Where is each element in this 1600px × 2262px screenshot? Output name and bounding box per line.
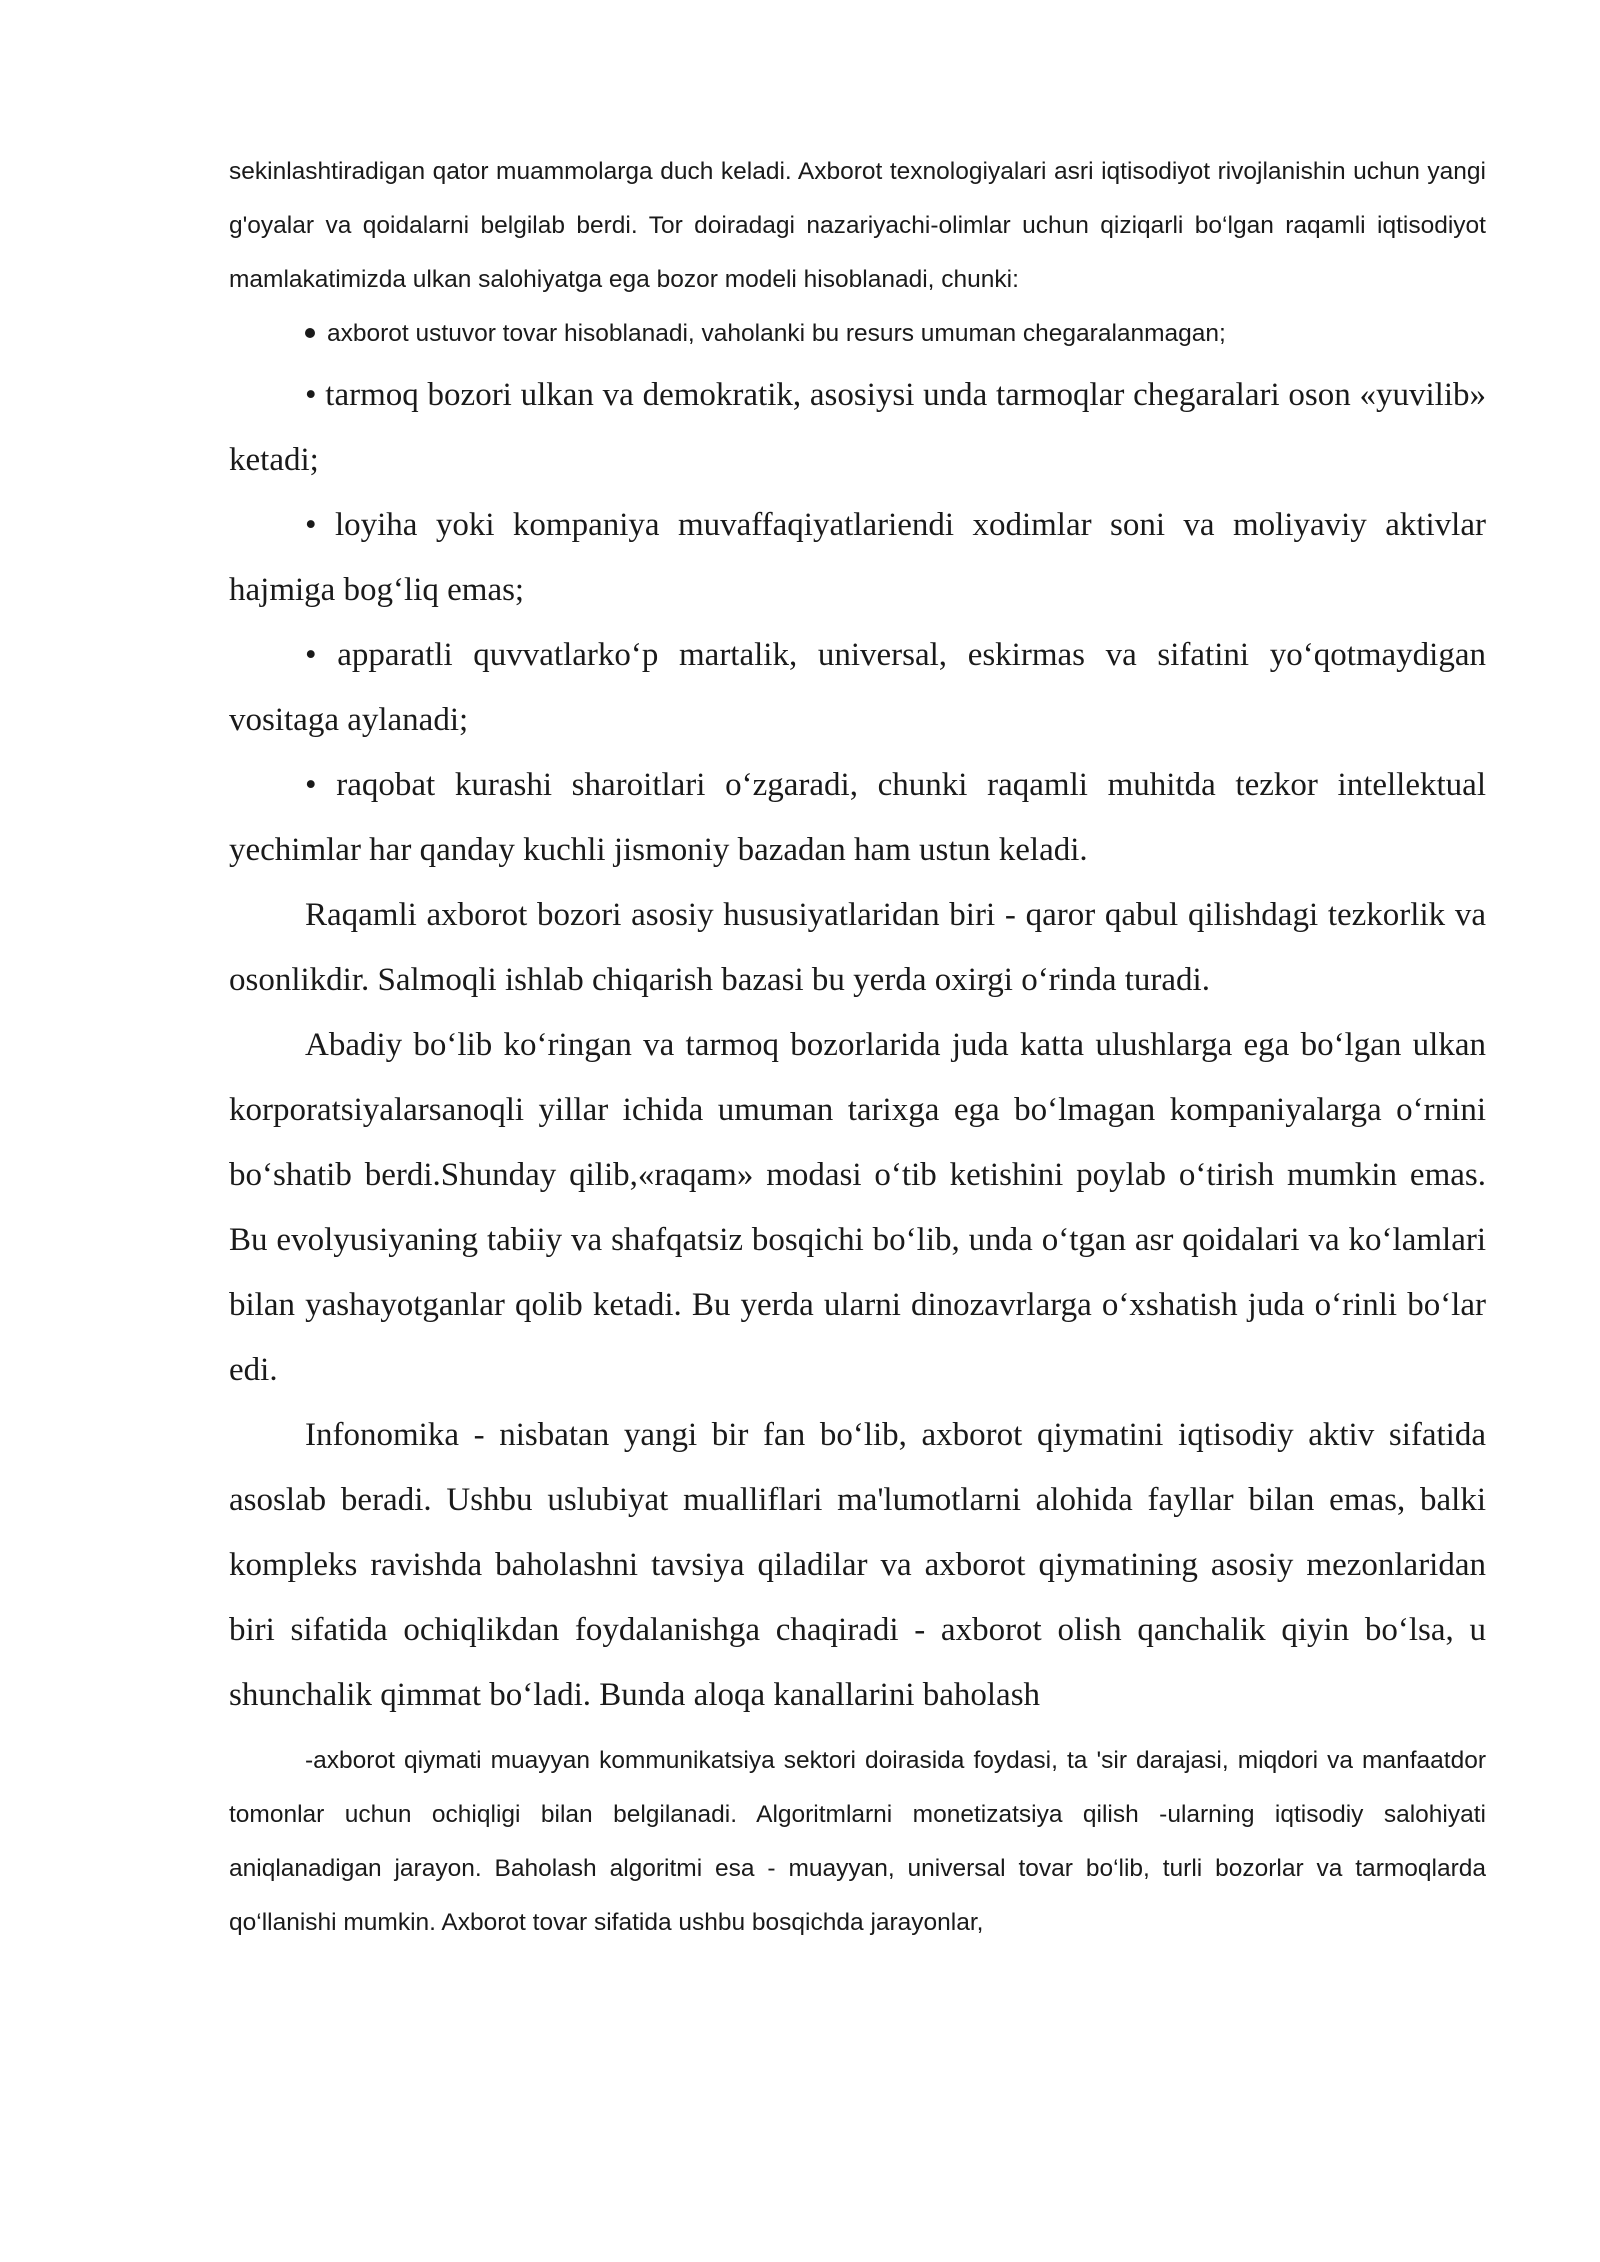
bullet-dot-icon: [305, 328, 315, 338]
bullet-item-2: • tarmoq bozori ulkan va demokratik, asosiysi unda tarmoqlar chegaralari oson «yuvilib» ketadi;: [229, 377, 1486, 478]
paragraph-4: -axborot qiymati muayyan kommunikatsiya sektori doirasida foydasi, ta 'sir darajasi, miqdori va manfaatdor tomonlar uchun ochiqligi bilan belgilanadi. Algoritmlarni monetizatsiya qilish -ularning iqtisodiy salohiyati aniqlanadigan jarayon. Baholash algoritmi esa - muayyan, universal tovar bo‘lib, turli bozorlar va tarmoqlarda qo‘llanishi mumkin. Axborot tovar sifatida ushbu bosqichda jarayonlar,: [229, 1747, 1486, 1936]
bullet-item-3: • loyiha yoki kompaniya muvaffaqiyatlariendi xodimlar soni va moliyaviy aktivlar hajmiga bog‘liq emas;: [229, 507, 1486, 608]
document-body: [229, 145, 1486, 1950]
paragraph-2: Abadiy bo‘lib ko‘ringan va tarmoq bozorlarida juda katta ulushlarga ega bo‘lgan ulkan korporatsiyalarsanoqli yillar ichida umuman tarixga ega bo‘lmagan kompaniyalarga o‘rnini bo‘shatib berdi.Shunday qilib,«raqam» modasi o‘tib ketishini poylab o‘tirish mumkin emas. Bu evolyusiyaning tabiiy va shafqatsiz bosqichi bo‘lib, unda o‘tgan asr qoidalari va ko‘lamlari bilan yashayotganlar qolib ketadi. Bu yerda ularni dinozavrlarga o‘xshatish juda o‘rinli bo‘lar edi.: [229, 1027, 1486, 1388]
bullet-item-5: • raqobat kurashi sharoitlari o‘zgaradi, chunki raqamli muhitda tezkor intellektual yechimlar har qanday kuchli jismoniy bazadan ham ustun keladi.: [229, 767, 1486, 868]
bullet-text-1: axborot ustuvor tovar hisoblanadi, vaholanki bu resurs umuman chegaralanmagan;: [327, 320, 1226, 347]
paragraph-3: Infonomika - nisbatan yangi bir fan bo‘lib, axborot qiymatini iqtisodiy aktiv sifatida asoslab beradi. Ushbu uslubiyat mualliflari ma'lumotlarni alohida fayllar bilan emas, balki kompleks ravishda baholashni tavsiya qiladilar va axborot qiymatining asosiy mezonlaridan biri sifatida ochiqlikdan foydalanishga chaqiradi - axborot olish qanchalik qiyin bo‘lsa, u shunchalik qimmat bo‘ladi. Bunda aloqa kanallarini baholash: [229, 1417, 1486, 1713]
bullet-item-4: • apparatli quvvatlarko‘p martalik, universal, eskirmas va sifatini yo‘qotmaydigan vositaga aylanadi;: [229, 637, 1486, 738]
bullet-item-1: [229, 307, 1486, 361]
paragraph-1: Raqamli axborot bozori asosiy hususiyatlaridan biri - qaror qabul qilishdagi tezkorlik va osonlikdir. Salmoqli ishlab chiqarish bazasi bu yerda oxirgi o‘rinda turadi.: [229, 897, 1486, 998]
intro-paragraph: sekinlashtiradigan qator muammolarga duch keladi. Axborot texnologiyalari asri iqtisodiyot rivojlanishin uchun yangi g'oyalar va qoidalarni belgilab berdi. Tor doiradagi nazariyachi-olimlar uchun qiziqarli bo‘lgan raqamli iqtisodiyot mamlakatimizda ulkan salohiyatga ega bozor modeli hisoblanadi, chunki:: [229, 158, 1486, 293]
